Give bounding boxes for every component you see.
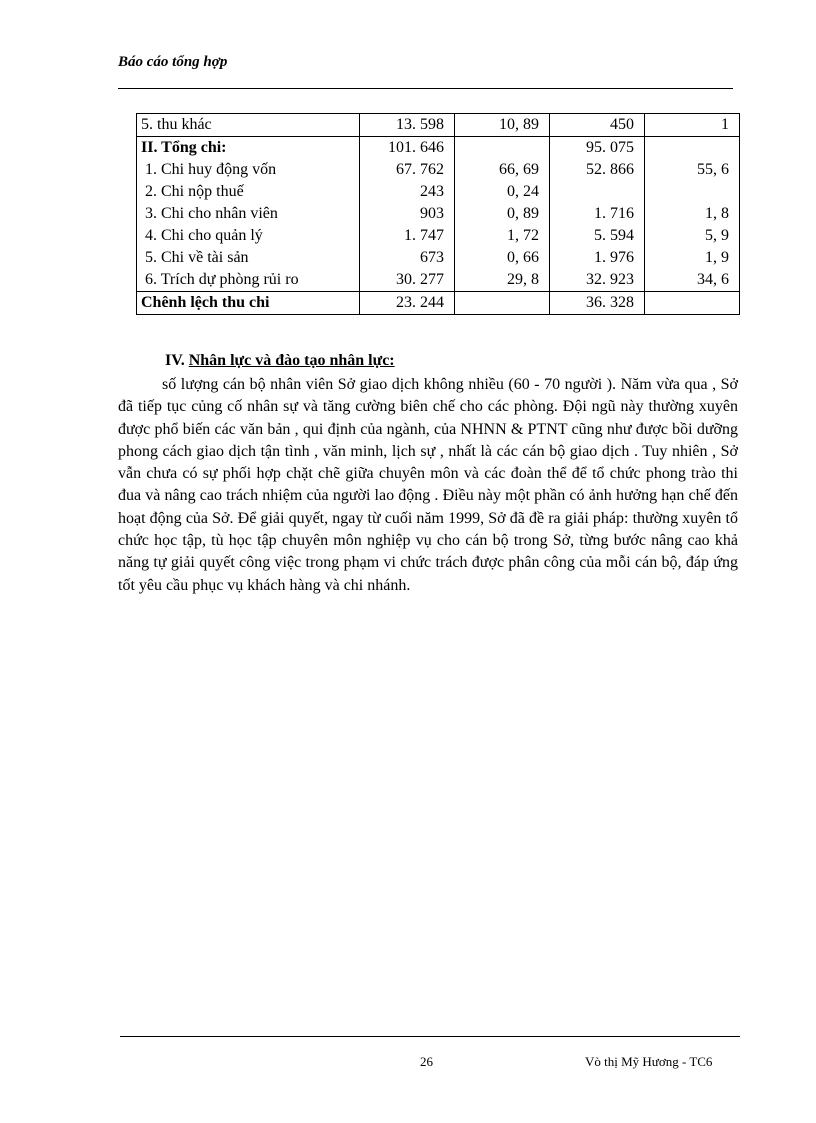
table-cell-label: 5. Chi về tài sản bbox=[137, 247, 360, 269]
table-cell-value: 1, 8 bbox=[645, 203, 740, 225]
table-cell-value: 1, 72 bbox=[455, 225, 550, 247]
table-row bbox=[137, 203, 740, 225]
table-cell-value: 101. 646 bbox=[360, 137, 455, 160]
table-row bbox=[137, 137, 740, 160]
table-cell-value: 67. 762 bbox=[360, 159, 455, 181]
table-row bbox=[137, 114, 740, 137]
table-row bbox=[137, 181, 740, 203]
table-cell-label: 4. Chi cho quản lý bbox=[137, 225, 360, 247]
document-header-title: Báo cáo tổng hợp bbox=[118, 54, 228, 70]
footer-divider bbox=[120, 1036, 740, 1037]
table-cell-label: II. Tổng chi: bbox=[137, 137, 360, 160]
section-heading bbox=[165, 352, 395, 370]
table-cell-label: Chênh lệch thu chi bbox=[137, 292, 360, 315]
table-row bbox=[137, 292, 740, 315]
table-cell-value: 1. 747 bbox=[360, 225, 455, 247]
table-cell-value: 0, 66 bbox=[455, 247, 550, 269]
table-cell-value: 5. 594 bbox=[550, 225, 645, 247]
table-cell-value: 30. 277 bbox=[360, 269, 455, 292]
table-cell-value: 673 bbox=[360, 247, 455, 269]
table-cell-value bbox=[550, 181, 645, 203]
table-cell-value: 450 bbox=[550, 114, 645, 137]
table-cell-value: 29, 8 bbox=[455, 269, 550, 292]
table-cell-label: 5. thu khác bbox=[137, 114, 360, 137]
table-cell-value bbox=[645, 181, 740, 203]
page-number: 26 bbox=[420, 1054, 433, 1069]
table-cell-value bbox=[455, 137, 550, 160]
finance-table bbox=[136, 113, 740, 315]
table-cell-value: 1. 976 bbox=[550, 247, 645, 269]
table-cell-value: 55, 6 bbox=[645, 159, 740, 181]
table-cell-label: 6. Trích dự phòng rủi ro bbox=[137, 269, 360, 292]
header-divider bbox=[118, 88, 733, 89]
table-cell-value: 36. 328 bbox=[550, 292, 645, 315]
table-cell-label: 2. Chi nộp thuế bbox=[137, 181, 360, 203]
section-title: Nhân lực và đào tạo nhân lực: bbox=[188, 352, 395, 369]
table-cell-value: 1 bbox=[645, 114, 740, 137]
table-cell-label: 3. Chi cho nhân viên bbox=[137, 203, 360, 225]
table-cell-value: 1. 716 bbox=[550, 203, 645, 225]
table-cell-value bbox=[645, 137, 740, 160]
table-cell-value: 23. 244 bbox=[360, 292, 455, 315]
table-row bbox=[137, 269, 740, 292]
table-cell-value: 0, 24 bbox=[455, 181, 550, 203]
table-cell-value: 1, 9 bbox=[645, 247, 740, 269]
table-cell-value: 66, 69 bbox=[455, 159, 550, 181]
footer-author: Vò thị Mỹ Hương - TC6 bbox=[585, 1054, 713, 1069]
table-cell-value: 10, 89 bbox=[455, 114, 550, 137]
table-cell-value: 903 bbox=[360, 203, 455, 225]
table-cell-value: 243 bbox=[360, 181, 455, 203]
table-cell-value: 32. 923 bbox=[550, 269, 645, 292]
table-cell-label: 1. Chi huy động vốn bbox=[137, 159, 360, 181]
table-row bbox=[137, 159, 740, 181]
table-cell-value: 95. 075 bbox=[550, 137, 645, 160]
table-cell-value bbox=[455, 292, 550, 315]
table-cell-value: 52. 866 bbox=[550, 159, 645, 181]
table-row bbox=[137, 247, 740, 269]
table-cell-value: 5, 9 bbox=[645, 225, 740, 247]
table-row bbox=[137, 225, 740, 247]
table-cell-value: 34, 6 bbox=[645, 269, 740, 292]
section-number: IV. bbox=[165, 352, 185, 369]
table-cell-value: 0, 89 bbox=[455, 203, 550, 225]
section-paragraph: số lượng cán bộ nhân viên Sở giao dịch không nhiều (60 - 70 người ). Năm vừa qua , Sở đã tiếp tục củng cố nhân sự và tăng cường biên chế cho các phòng. Đội ngũ này thường xuyên được phổ biến các văn bản , qui định của ngành, của NHNN & PTNT cũng như được bồi dưỡng phong cách giao dịch tận tình , văn minh, lịch sự , nhất là các cán bộ giao dịch . Tuy nhiên , Sở vẫn chưa có sự phối hợp chặt chẽ giữa chuyên môn và các đoàn thể để tổ chức phong trào thi đua và nâng cao trách nhiệm của người lao động . Điều này một phần có ảnh hưởng hạn chế đến hoạt động của Sở. Để giải quyết, ngay từ cuối năm 1999, Sở đã đề ra giải pháp: thường xuyên tổ chức học tập, tù học tập chuyên môn nghiệp vụ cho cán bộ trong Sở, từng bước nâng cao khả năng tự giải quyết công việc trong phạm vi chức trách được phân công của mỗi cán bộ, đáp ứng tốt yêu cầu phục vụ khách hàng và chi nhánh. bbox=[118, 376, 738, 594]
table-cell-value: 13. 598 bbox=[360, 114, 455, 137]
table-cell-value bbox=[645, 292, 740, 315]
